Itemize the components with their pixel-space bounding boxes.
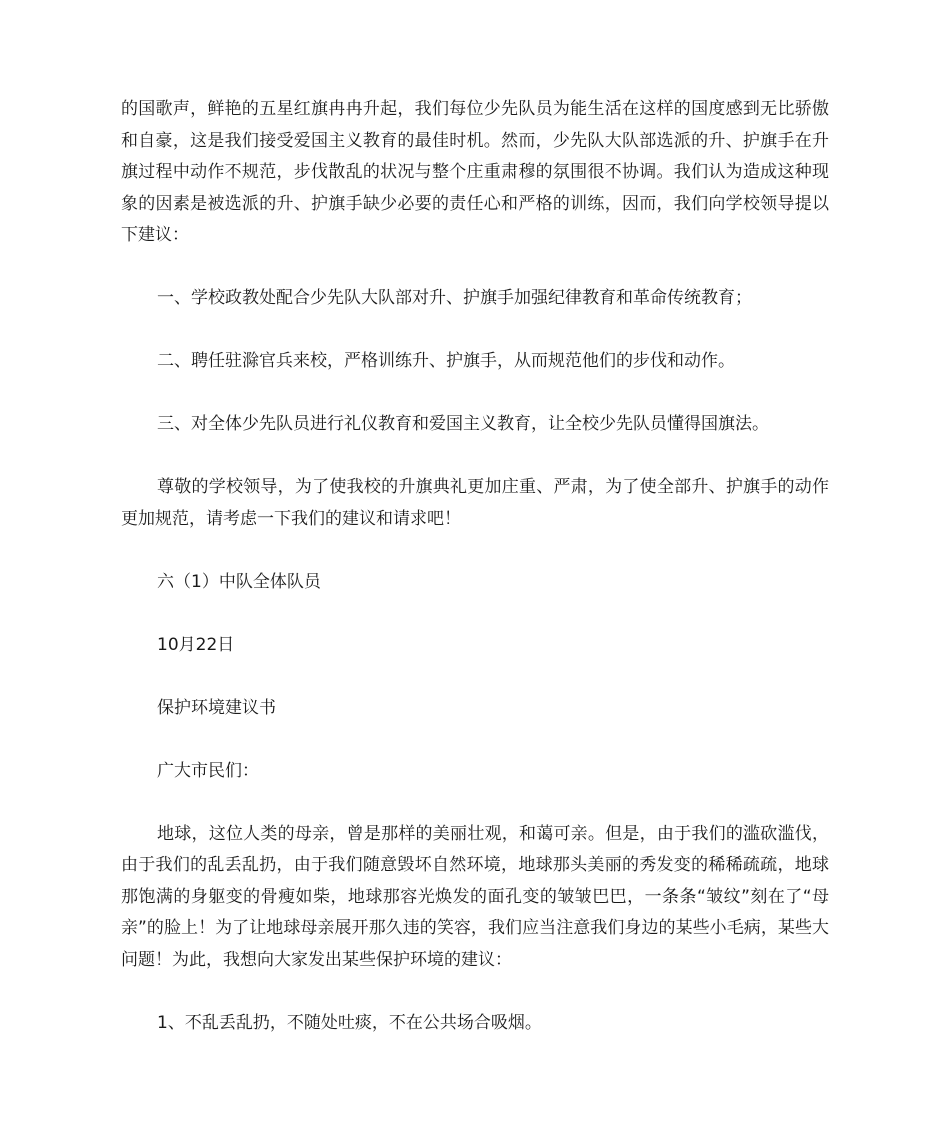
paragraph-environment-suggestion-1: 1、不乱丢乱扔，不随处吐痰，不在公共场合吸烟。 (157, 1012, 542, 1033)
signature-date: 10月22日 (157, 634, 235, 655)
paragraph-suggestion-2: 二、聘任驻滁官兵来校，严格训练升、护旗手，从而规范他们的步伐和动作。 (157, 351, 735, 371)
paragraph-suggestion-1: 一、学校政教处配合少先队大队部对升、护旗手加强纪律教育和革命传统教育； (157, 288, 752, 308)
signature-author: 六（1）中队全体队员 (157, 571, 321, 592)
paragraph-closing-appeal: 尊敬的学校领导，为了使我校的升旗典礼更加庄重、严肃，为了使全部升、护旗手的动作更加规范，请考虑一下我们的建议和请求吧！ (121, 477, 829, 529)
paragraph-suggestion-3: 三、对全体少先队员进行礼仪教育和爱国主义教育，让全校少先队员懂得国旗法。 (157, 414, 769, 434)
section-title: 保护环境建议书 (157, 697, 276, 718)
paragraph-environment-intro: 地球，这位人类的母亲，曾是那样的美丽壮观，和蔼可亲。但是，由于我们的滥砍滥伐，由于我们的乱丢乱扔，由于我们随意毁坏自然环境，地球那头美丽的秀发变的稀稀疏疏，地球那饱满的身躯变的骨瘦如柴，地球那容光焕发的面孔变的皱皱巴巴，一条条“皱纹”刻在了“母亲”的脸上！为了让地球母亲展开那久违的笑容，我们应当注意我们身边的某些小毛病，某些大问题！为此，我想向大家发出某些保护环境的建议： (121, 823, 829, 970)
salutation: 广大市民们： (157, 760, 259, 781)
document-body (121, 94, 829, 1071)
paragraph-intro-continuation: 的国歌声，鲜艳的五星红旗冉冉升起，我们每位少先队员为能生活在这样的国度感到无比骄傲和自豪，这是我们接受爱国主义教育的最佳时机。然而，少先队大队部选派的升、护旗手在升旗过程中动作不规范，步伐散乱的状况与整个庄重肃穆的氛围很不协调。我们认为造成这种现象的因素是被选派的升、护旗手缺少必要的责任心和严格的训练，因而，我们向学校领导提以下建议： (121, 99, 829, 245)
